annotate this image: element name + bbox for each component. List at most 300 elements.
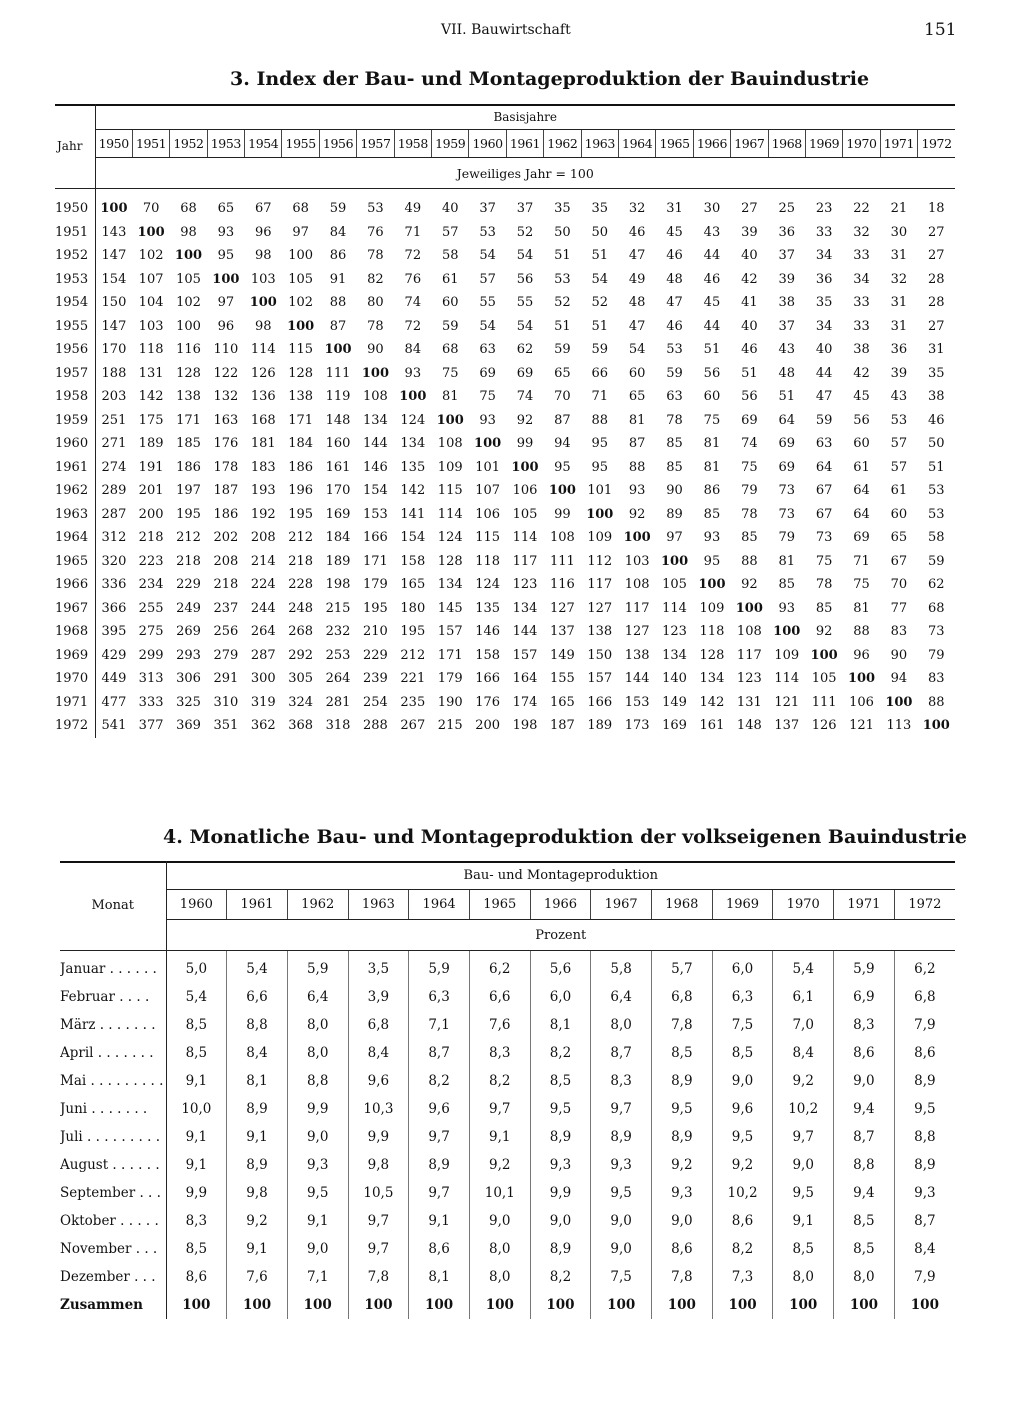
index-cell: 137 xyxy=(774,718,800,734)
index-cell: 180 xyxy=(400,600,426,616)
index-cell: 100 xyxy=(137,224,165,240)
percent-cell: 100 xyxy=(773,1291,834,1319)
percent-cell: 6,6 xyxy=(227,983,288,1011)
percent-cell: 8,9 xyxy=(591,1123,652,1151)
index-cell: 23 xyxy=(815,201,833,217)
table-row xyxy=(55,620,955,644)
percent-cell: 3,5 xyxy=(348,951,409,984)
index-cell: 59 xyxy=(928,553,945,569)
index-cell: 336 xyxy=(95,573,132,597)
index-cell: 51 xyxy=(591,318,609,334)
year-header: 1965 xyxy=(469,890,530,920)
index-cell: 368 xyxy=(288,718,314,734)
index-cell: 293 xyxy=(176,647,201,663)
index-cell: 71 xyxy=(404,224,422,240)
percent-cell: 9,5 xyxy=(652,1095,713,1123)
index-cell: 62 xyxy=(928,577,945,593)
index-cell: 119 xyxy=(325,389,351,405)
index-cell: 116 xyxy=(176,342,201,358)
index-cell: 72 xyxy=(404,318,422,334)
index-cell: 46 xyxy=(741,342,758,358)
index-cell: 142 xyxy=(138,389,164,405)
index-cell: 131 xyxy=(736,694,762,710)
index-cell: 96 xyxy=(853,647,870,663)
index-cell: 37 xyxy=(516,201,534,217)
index-cell: 100 xyxy=(324,342,352,358)
index-cell: 22 xyxy=(853,201,870,217)
index-cell: 70 xyxy=(554,389,571,405)
index-cell: 117 xyxy=(587,577,613,593)
index-cell: 144 xyxy=(624,671,650,687)
index-cell: 64 xyxy=(815,459,833,475)
percent-cell: 6,4 xyxy=(591,983,652,1011)
index-cell: 100 xyxy=(810,647,838,663)
index-cell: 108 xyxy=(624,577,650,593)
index-cell: 88 xyxy=(591,412,609,428)
index-cell: 42 xyxy=(741,271,758,287)
index-cell: 114 xyxy=(250,342,276,358)
index-cell: 73 xyxy=(928,624,945,640)
index-cell: 268 xyxy=(288,624,314,640)
index-cell: 100 xyxy=(474,436,502,452)
percent-cell: 6,8 xyxy=(652,983,713,1011)
index-cell: 37 xyxy=(778,318,795,334)
index-cell: 105 xyxy=(288,271,314,287)
percent-cell: 8,7 xyxy=(409,1039,470,1067)
index-cell: 115 xyxy=(437,483,463,499)
table-row xyxy=(55,315,955,339)
index-cell: 69 xyxy=(516,365,534,381)
index-cell: 47 xyxy=(628,318,646,334)
percent-cell: 8,9 xyxy=(530,1123,591,1151)
index-cell: 281 xyxy=(325,694,351,710)
index-cell: 79 xyxy=(741,483,758,499)
index-cell: 117 xyxy=(624,600,650,616)
index-cell: 55 xyxy=(516,295,534,311)
index-cell: 48 xyxy=(778,365,795,381)
month-label: August . . . . . . xyxy=(60,1157,160,1173)
index-cell: 137 xyxy=(549,624,575,640)
index-cell: 251 xyxy=(95,409,132,433)
index-cell: 102 xyxy=(176,295,201,311)
index-cell: 45 xyxy=(853,389,870,405)
index-cell: 200 xyxy=(475,718,501,734)
index-cell: 84 xyxy=(329,224,347,240)
index-cell: 147 xyxy=(95,244,132,268)
percent-cell: 100 xyxy=(469,1291,530,1319)
percent-cell: 100 xyxy=(227,1291,288,1319)
index-cell: 51 xyxy=(703,342,721,358)
index-cell: 142 xyxy=(699,694,725,710)
index-cell: 108 xyxy=(363,389,388,405)
table3-unit-header: Jeweiliges Jahr = 100 xyxy=(95,158,955,189)
base-year-header: 1967 xyxy=(731,130,768,158)
index-cell: 54 xyxy=(516,248,534,264)
index-cell: 324 xyxy=(288,694,314,710)
percent-cell: 9,9 xyxy=(530,1179,591,1207)
index-cell: 248 xyxy=(288,600,314,616)
base-year-header: 1950 xyxy=(95,130,132,158)
index-cell: 44 xyxy=(703,318,721,334)
index-cell: 126 xyxy=(811,718,837,734)
index-cell: 201 xyxy=(138,483,164,499)
index-cell: 163 xyxy=(213,412,239,428)
index-cell: 113 xyxy=(886,718,912,734)
index-cell: 218 xyxy=(213,577,239,593)
table-row xyxy=(55,291,955,315)
percent-cell: 9,7 xyxy=(773,1123,834,1151)
table-row xyxy=(60,983,955,1011)
index-cell: 100 xyxy=(847,671,876,687)
percent-cell: 100 xyxy=(409,1291,470,1319)
percent-cell: 7,0 xyxy=(773,1011,834,1039)
index-cell: 37 xyxy=(778,248,795,264)
index-cell: 319 xyxy=(250,694,276,710)
index-cell: 178 xyxy=(213,459,239,475)
month-label: November . . . xyxy=(60,1241,158,1257)
percent-cell: 5,7 xyxy=(652,951,713,984)
index-cell: 62 xyxy=(516,342,534,358)
index-cell: 235 xyxy=(400,694,426,710)
index-cell: 114 xyxy=(512,530,538,546)
index-cell: 27 xyxy=(741,201,758,217)
index-cell: 65 xyxy=(628,389,646,405)
percent-cell: 7,1 xyxy=(287,1263,348,1291)
index-cell: 134 xyxy=(437,577,463,593)
table-row xyxy=(55,362,955,386)
table-row xyxy=(60,1235,955,1263)
index-cell: 100 xyxy=(361,365,389,381)
index-cell: 160 xyxy=(325,436,351,452)
month-label: Februar . . . . xyxy=(60,989,150,1005)
index-cell: 305 xyxy=(288,671,314,687)
table-row xyxy=(55,385,955,409)
index-cell: 157 xyxy=(437,624,463,640)
index-cell: 100 xyxy=(660,553,689,569)
index-cell: 115 xyxy=(475,530,501,546)
index-cell: 95 xyxy=(591,436,609,452)
percent-cell: 10,5 xyxy=(348,1179,409,1207)
base-year-header: 1959 xyxy=(432,130,469,158)
index-cell: 48 xyxy=(628,295,646,311)
index-cell: 214 xyxy=(250,553,276,569)
index-cell: 66 xyxy=(591,365,609,381)
index-cell: 53 xyxy=(479,224,496,240)
index-cell: 138 xyxy=(288,389,314,405)
index-cell: 59 xyxy=(815,412,833,428)
index-cell: 103 xyxy=(138,318,164,334)
index-cell: 136 xyxy=(250,389,276,405)
percent-cell: 8,6 xyxy=(166,1263,227,1291)
percent-cell: 8,4 xyxy=(348,1039,409,1067)
percent-cell: 9,1 xyxy=(773,1207,834,1235)
index-cell: 126 xyxy=(250,365,276,381)
percent-cell: 8,1 xyxy=(530,1011,591,1039)
percent-cell: 7,5 xyxy=(712,1011,773,1039)
percent-cell: 9,0 xyxy=(773,1151,834,1179)
index-cell: 67 xyxy=(890,553,908,569)
percent-cell: 10,0 xyxy=(166,1095,227,1123)
index-cell: 36 xyxy=(778,224,795,240)
index-cell: 69 xyxy=(778,436,795,452)
base-year-header: 1954 xyxy=(245,130,282,158)
percent-cell: 9,2 xyxy=(773,1067,834,1095)
percent-cell: 9,2 xyxy=(712,1151,773,1179)
index-cell: 57 xyxy=(890,436,908,452)
index-cell: 131 xyxy=(138,365,164,381)
base-year-header: 1963 xyxy=(581,130,618,158)
index-cell: 144 xyxy=(512,624,538,640)
index-cell: 191 xyxy=(138,459,164,475)
index-cell: 56 xyxy=(853,412,870,428)
index-cell: 47 xyxy=(628,248,646,264)
index-cell: 37 xyxy=(479,201,496,217)
index-cell: 107 xyxy=(138,271,164,287)
table-row xyxy=(55,667,955,691)
index-cell: 135 xyxy=(400,459,426,475)
index-cell: 254 xyxy=(363,694,388,710)
index-cell: 366 xyxy=(95,597,132,621)
index-cell: 149 xyxy=(662,694,687,710)
index-cell: 63 xyxy=(479,342,496,358)
percent-cell: 9,3 xyxy=(591,1151,652,1179)
index-cell: 53 xyxy=(554,271,571,287)
percent-cell: 5,9 xyxy=(409,951,470,984)
table-row xyxy=(55,338,955,362)
index-cell: 158 xyxy=(475,647,501,663)
index-cell: 76 xyxy=(367,224,384,240)
index-cell: 127 xyxy=(624,624,650,640)
index-cell: 46 xyxy=(666,318,683,334)
index-table xyxy=(55,104,955,738)
index-cell: 135 xyxy=(475,600,501,616)
percent-cell: 8,5 xyxy=(834,1235,895,1263)
index-cell: 110 xyxy=(213,342,239,358)
index-cell: 98 xyxy=(254,248,272,264)
index-cell: 232 xyxy=(325,624,351,640)
index-cell: 306 xyxy=(176,671,201,687)
month-label: Januar . . . . . . xyxy=(60,961,157,977)
index-cell: 291 xyxy=(213,671,239,687)
year-header: 1969 xyxy=(712,890,773,920)
index-cell: 144 xyxy=(363,436,388,452)
index-cell: 79 xyxy=(928,647,945,663)
index-cell: 187 xyxy=(549,718,575,734)
index-cell: 202 xyxy=(213,530,239,546)
index-cell: 36 xyxy=(890,342,908,358)
percent-cell: 9,2 xyxy=(227,1207,288,1235)
base-year-header: 1952 xyxy=(170,130,207,158)
row-year: 1955 xyxy=(55,318,89,334)
table-row xyxy=(55,268,955,292)
index-cell: 25 xyxy=(778,201,795,217)
percent-cell: 5,0 xyxy=(166,951,227,984)
percent-cell: 8,9 xyxy=(652,1123,713,1151)
index-cell: 124 xyxy=(437,530,463,546)
percent-cell: 9,0 xyxy=(834,1067,895,1095)
index-cell: 105 xyxy=(662,577,687,593)
index-cell: 192 xyxy=(250,506,276,522)
index-cell: 43 xyxy=(703,224,721,240)
index-cell: 264 xyxy=(250,624,276,640)
percent-cell: 9,1 xyxy=(469,1123,530,1151)
row-year: 1961 xyxy=(55,459,89,475)
percent-cell: 8,3 xyxy=(166,1207,227,1235)
percent-cell: 5,4 xyxy=(773,951,834,984)
index-cell: 150 xyxy=(95,291,132,315)
index-cell: 154 xyxy=(363,483,388,499)
index-cell: 96 xyxy=(254,224,272,240)
index-cell: 158 xyxy=(400,553,426,569)
percent-cell: 100 xyxy=(834,1291,895,1319)
percent-cell: 7,9 xyxy=(894,1263,955,1291)
percent-cell: 9,5 xyxy=(287,1179,348,1207)
index-cell: 100 xyxy=(735,600,763,616)
index-cell: 116 xyxy=(549,577,575,593)
index-cell: 299 xyxy=(138,647,164,663)
index-cell: 44 xyxy=(815,365,833,381)
index-cell: 147 xyxy=(95,315,132,339)
percent-cell: 6,2 xyxy=(894,951,955,984)
index-cell: 100 xyxy=(623,530,651,546)
index-cell: 70 xyxy=(890,577,908,593)
index-cell: 86 xyxy=(703,483,721,499)
index-cell: 249 xyxy=(176,600,201,616)
index-cell: 93 xyxy=(479,412,496,428)
base-year-header: 1969 xyxy=(805,130,842,158)
percent-cell: 8,8 xyxy=(287,1067,348,1095)
index-cell: 40 xyxy=(741,318,758,334)
percent-cell: 9,0 xyxy=(652,1207,713,1235)
index-cell: 287 xyxy=(250,647,276,663)
percent-cell: 8,9 xyxy=(530,1235,591,1263)
index-cell: 193 xyxy=(250,483,276,499)
index-cell: 157 xyxy=(512,647,538,663)
index-cell: 68 xyxy=(180,201,197,217)
month-label: Dezember . . . xyxy=(60,1269,156,1285)
percent-cell: 9,7 xyxy=(409,1123,470,1151)
page-header xyxy=(0,22,1024,46)
index-cell: 100 xyxy=(95,189,132,221)
index-cell: 121 xyxy=(774,694,800,710)
index-cell: 111 xyxy=(549,553,575,569)
percent-cell: 8,5 xyxy=(712,1039,773,1067)
index-cell: 118 xyxy=(699,624,725,640)
index-cell: 32 xyxy=(853,224,870,240)
index-cell: 67 xyxy=(815,483,833,499)
index-cell: 114 xyxy=(662,600,687,616)
index-cell: 38 xyxy=(928,389,945,405)
index-cell: 165 xyxy=(549,694,575,710)
index-cell: 170 xyxy=(325,483,351,499)
index-cell: 271 xyxy=(95,432,132,456)
percent-cell: 7,8 xyxy=(348,1263,409,1291)
year-header: 1962 xyxy=(287,890,348,920)
index-cell: 93 xyxy=(778,600,795,616)
index-cell: 39 xyxy=(778,271,795,287)
index-cell: 108 xyxy=(736,624,762,640)
year-header: 1960 xyxy=(166,890,227,920)
index-cell: 90 xyxy=(666,483,683,499)
index-cell: 51 xyxy=(554,318,571,334)
index-cell: 255 xyxy=(138,600,164,616)
index-cell: 195 xyxy=(176,506,201,522)
index-cell: 93 xyxy=(217,224,235,240)
index-cell: 65 xyxy=(554,365,571,381)
index-cell: 256 xyxy=(213,624,239,640)
table-row xyxy=(55,597,955,621)
base-year-header: 1964 xyxy=(618,130,655,158)
month-label: Oktober . . . . . xyxy=(60,1213,159,1229)
index-cell: 53 xyxy=(666,342,683,358)
percent-cell: 100 xyxy=(348,1291,409,1319)
percent-cell: 8,5 xyxy=(834,1207,895,1235)
index-cell: 34 xyxy=(815,318,833,334)
index-cell: 169 xyxy=(325,506,351,522)
percent-cell: 10,1 xyxy=(469,1179,530,1207)
index-cell: 97 xyxy=(666,530,683,546)
index-cell: 138 xyxy=(176,389,201,405)
year-header: 1966 xyxy=(530,890,591,920)
index-cell: 184 xyxy=(288,436,314,452)
index-cell: 74 xyxy=(516,389,534,405)
index-cell: 107 xyxy=(475,483,501,499)
index-cell: 124 xyxy=(400,412,426,428)
row-year: 1966 xyxy=(55,577,89,593)
index-cell: 45 xyxy=(703,295,721,311)
index-cell: 78 xyxy=(367,248,384,264)
index-cell: 103 xyxy=(250,271,276,287)
table-row xyxy=(60,1207,955,1235)
table-row xyxy=(60,1039,955,1067)
index-cell: 85 xyxy=(815,600,833,616)
index-cell: 237 xyxy=(213,600,239,616)
index-cell: 49 xyxy=(404,201,422,217)
percent-cell: 6,9 xyxy=(834,983,895,1011)
index-cell: 59 xyxy=(441,318,459,334)
index-cell: 134 xyxy=(363,412,388,428)
row-year: 1968 xyxy=(55,624,89,640)
percent-cell: 8,9 xyxy=(894,1151,955,1179)
index-cell: 68 xyxy=(441,342,459,358)
row-year: 1967 xyxy=(55,600,89,616)
index-cell: 395 xyxy=(95,620,132,644)
index-cell: 69 xyxy=(853,530,870,546)
percent-cell: 9,0 xyxy=(287,1235,348,1263)
index-cell: 35 xyxy=(815,295,833,311)
index-cell: 118 xyxy=(138,342,164,358)
table4-year-header-row xyxy=(60,890,955,920)
percent-cell: 7,1 xyxy=(409,1011,470,1039)
percent-cell: 8,7 xyxy=(834,1123,895,1151)
index-cell: 189 xyxy=(138,436,164,452)
index-cell: 81 xyxy=(628,412,646,428)
percent-cell: 9,1 xyxy=(166,1067,227,1095)
index-cell: 198 xyxy=(512,718,538,734)
index-cell: 46 xyxy=(928,412,945,428)
year-header: 1964 xyxy=(409,890,470,920)
index-cell: 218 xyxy=(138,530,164,546)
table-row xyxy=(55,432,955,456)
index-cell: 102 xyxy=(288,295,314,311)
percent-cell: 9,8 xyxy=(348,1151,409,1179)
index-cell: 53 xyxy=(928,483,945,499)
index-cell: 189 xyxy=(587,718,613,734)
index-cell: 176 xyxy=(213,436,239,452)
index-cell: 69 xyxy=(741,412,758,428)
row-year: 1964 xyxy=(55,530,89,546)
index-cell: 90 xyxy=(890,647,908,663)
